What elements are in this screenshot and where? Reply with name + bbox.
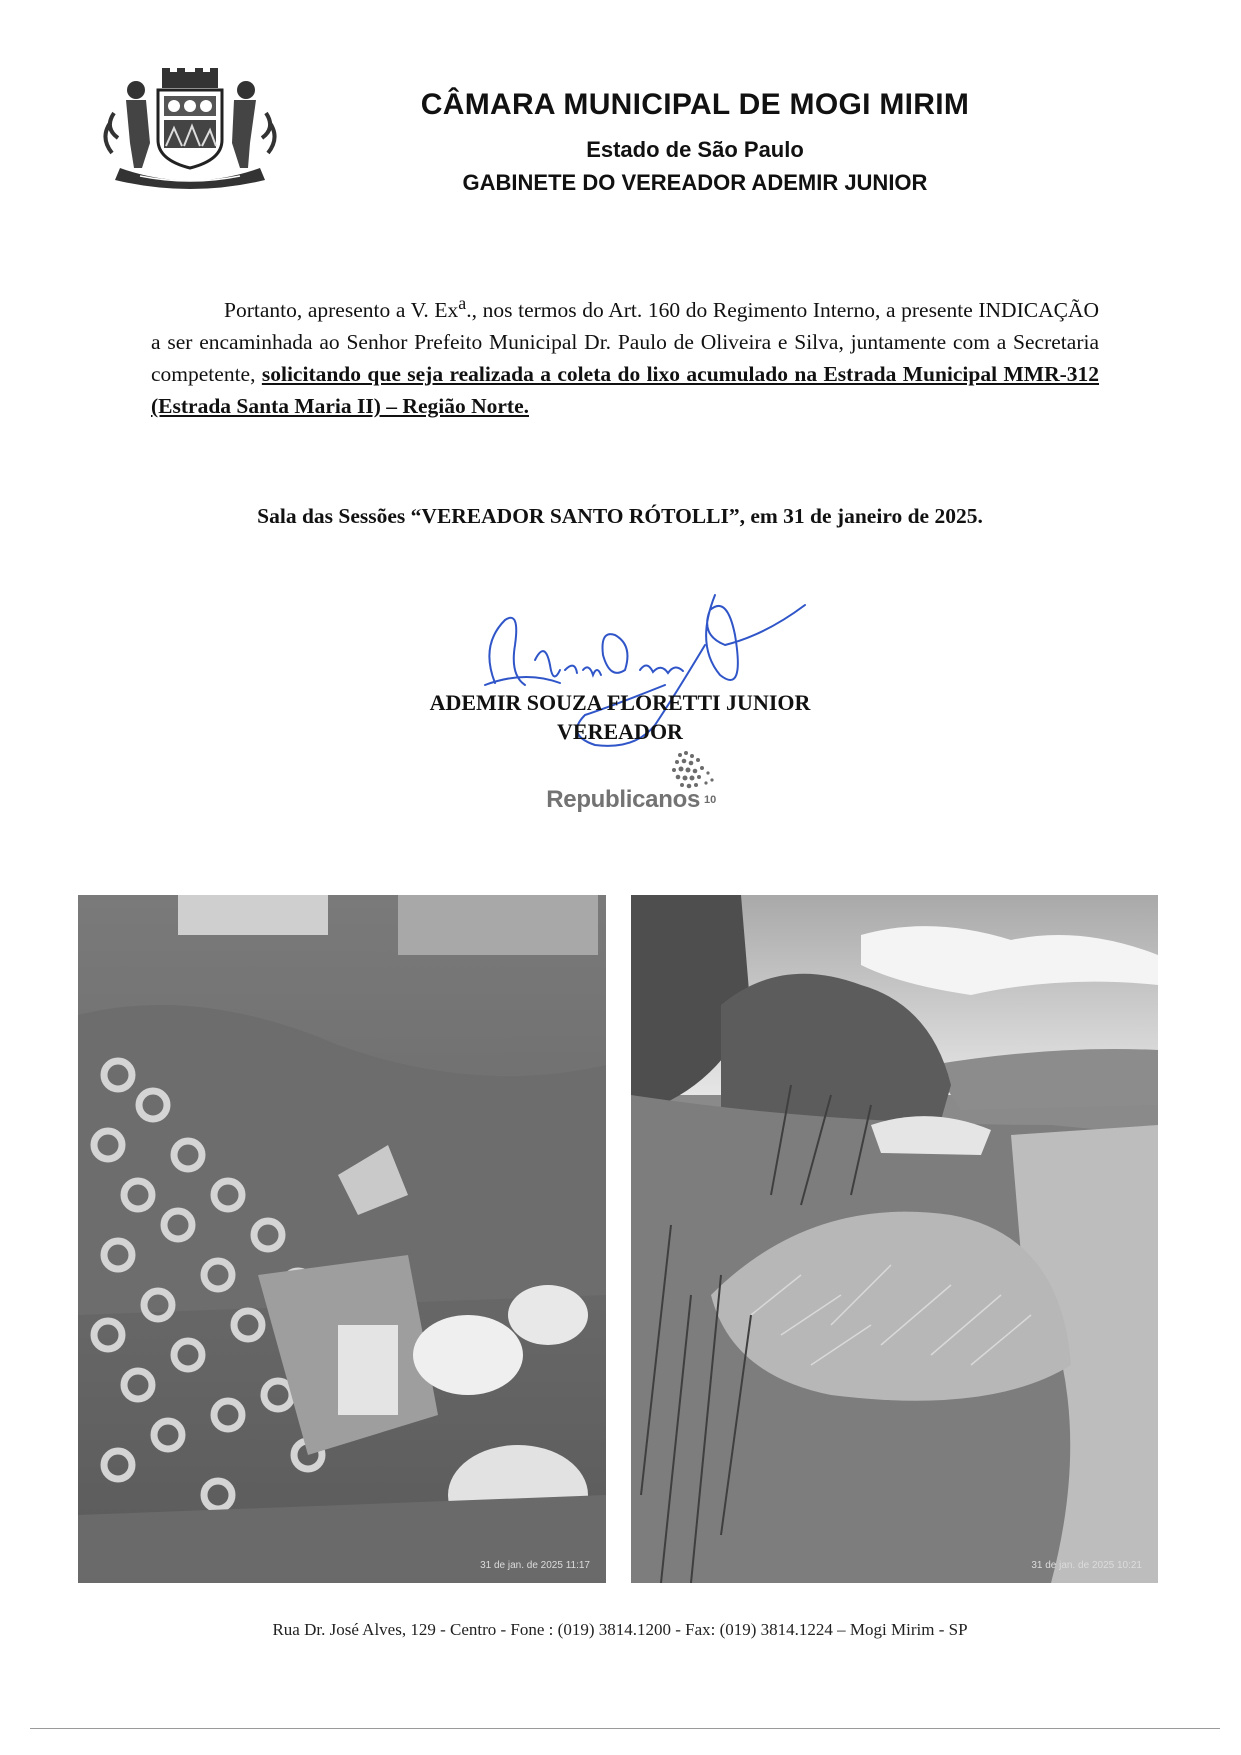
photo-left-timestamp: 31 de jan. de 2025 11:17 — [480, 1560, 590, 1571]
header-office: GABINETE DO VEREADOR ADEMIR JUNIOR — [462, 170, 928, 195]
photo-trash-pile-close — [78, 895, 606, 1583]
header-state: Estado de São Paulo — [586, 137, 804, 162]
footer-address: Rua Dr. José Alves, 129 - Centro - Fone : (019) 3814.1200 - Fax: (019) 3814.1224 – Mogi Mirim - SP — [272, 1620, 968, 1639]
body-paragraph — [151, 287, 1099, 422]
body-text-part2: ., nos termos do Art. 160 do Regimento Interno, a presente INDICAÇÃO a ser encaminhada ao Senhor Prefeito Municipal Dr. Paulo de Oliveira e Silva, juntamente com a Secretaria competente, — [151, 298, 1100, 387]
footer-divider — [30, 1728, 1220, 1729]
photo-trash-roadside — [631, 895, 1158, 1583]
coat-of-arms-icon — [100, 68, 280, 193]
signatory-name: ADEMIR SOUZA FLORETTI JUNIOR — [429, 690, 811, 715]
session-line: Sala das Sessões “VEREADOR SANTO RÓTOLLI”, em 31 de janeiro de 2025. — [257, 504, 983, 528]
body-superscript: a — [458, 293, 467, 313]
body-request-underlined: solicitando que seja realizada a coleta do lixo acumulado na Estrada Municipal MMR-312 (Estrada Santa Maria II) – Região Norte. — [151, 362, 1100, 419]
photo-right-timestamp: 31 de jan. de 2025 10:21 — [1031, 1560, 1142, 1571]
party-name: Republicanos — [546, 786, 700, 813]
party-number: 10 — [704, 794, 717, 805]
header-title: CÂMARA MUNICIPAL DE MOGI MIRIM — [420, 88, 970, 121]
signatory-role: VEREADOR — [557, 719, 683, 744]
body-text-part1: Portanto, apresento a V. Ex — [224, 298, 459, 323]
